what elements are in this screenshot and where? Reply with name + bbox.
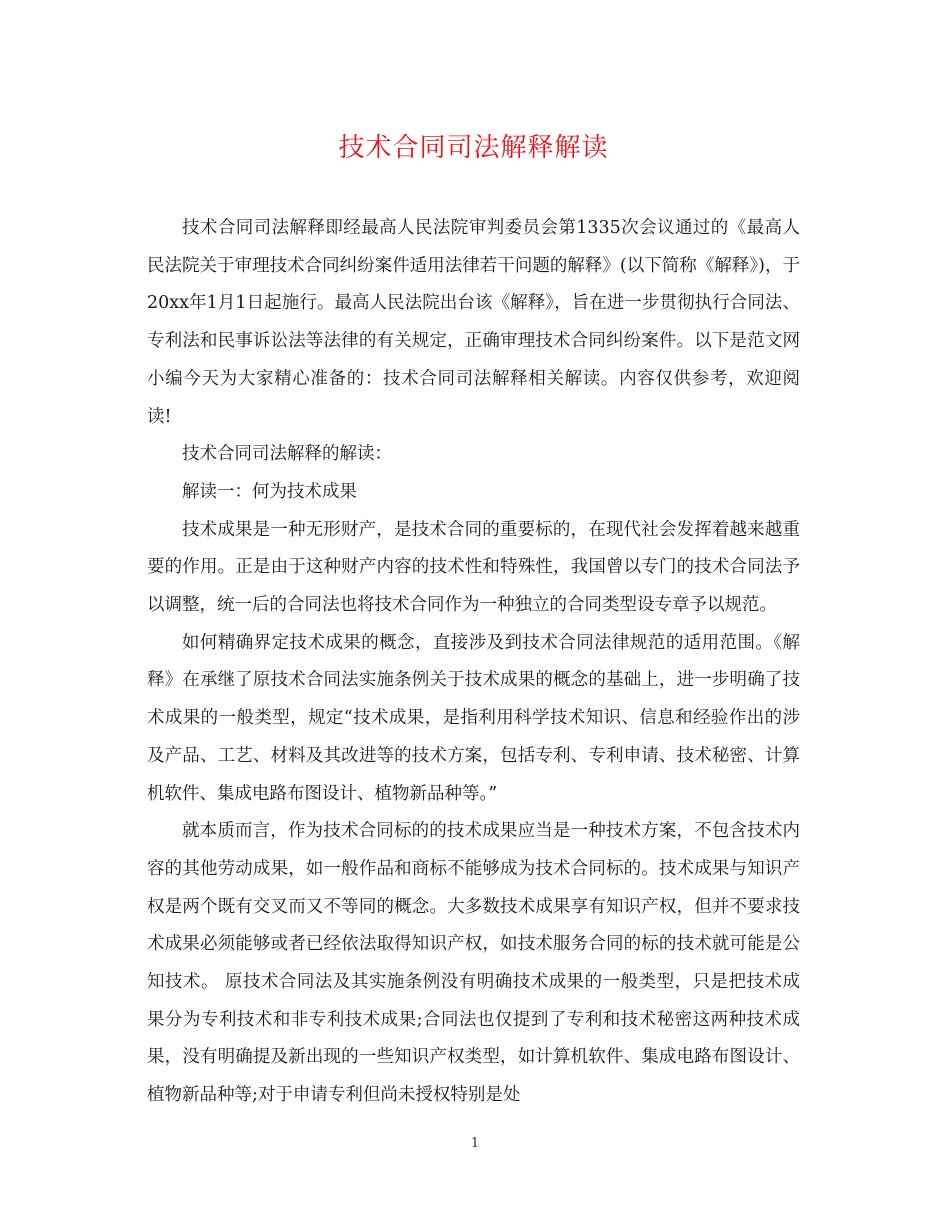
- document-body: [147, 210, 800, 1115]
- paragraph-subheading-1: 解读一：何为技术成果: [182, 481, 357, 502]
- paragraph-section-heading: 技术合同司法解释的解读：: [182, 444, 392, 465]
- page-number: 1: [470, 1136, 480, 1151]
- paragraph-body: 技术成果是一种无形财产，是技术合同的重要标的，在现代社会发挥着越来越重要的作用。正是由于这种财产内容的技术性和特殊性，我国曾以专门的技术合同法予以调整，统一后的合同法也将技术合同作为一种独立的合同类型设专章予以规范。: [147, 519, 800, 616]
- paragraph-body: 就本质而言，作为技术合同标的的技术成果应当是一种技术方案，不包含技术内容的其他劳动成果，如一般作品和商标不能够成为技术合同标的。技术成果与知识产权是两个既有交叉而又不等同的概念。大多数技术成果享有知识产权，但并不要求技术成果必须能够或者已经依法取得知识产权，如技术服务合同的标的技术就可能是公知技术。 原技术合同法及其实施条例没有明确技术成果的一般类型，只是把技术成果分为专利技术和非专利技术成果;合同法也仅提到了专利和技术秘密这两种技术成果，没有明确提及新出现的一些知识产权类型，如计算机软件、集成电路布图设计、植物新品种等;对于申请专利但尚未授权特别是处: [147, 821, 800, 1106]
- document-title: 技术合同司法解释解读: [338, 133, 609, 163]
- paragraph-intro: 技术合同司法解释即经最高人民法院审判委员会第1335次会议通过的《最高人民法院关于审理技术合同纠纷案件适用法律若干问题的解释》(以下简称《解释》)，于20xx年1月1日起施行。最高人民法院出台该《解释》，旨在进一步贯彻执行合同法、专利法和民事诉讼法等法律的有关规定，正确审理技术合同纠纷案件。以下是范文网小编今天为大家精心准备的：技术合同司法解释相关解读。内容仅供参考，欢迎阅读!: [147, 218, 800, 427]
- paragraph-body: 如何精确界定技术成果的概念，直接涉及到技术合同法律规范的适用范围。《解释》在承继了原技术合同法实施条例关于技术成果的概念的基础上，进一步明确了技术成果的一般类型，规定“技术成果，是指利用科学技术知识、信息和经验作出的涉及产品、工艺、材料及其改进等的技术方案，包括专利、专利申请、技术秘密、计算机软件、集成电路布图设计、植物新品种等。”: [147, 632, 800, 804]
